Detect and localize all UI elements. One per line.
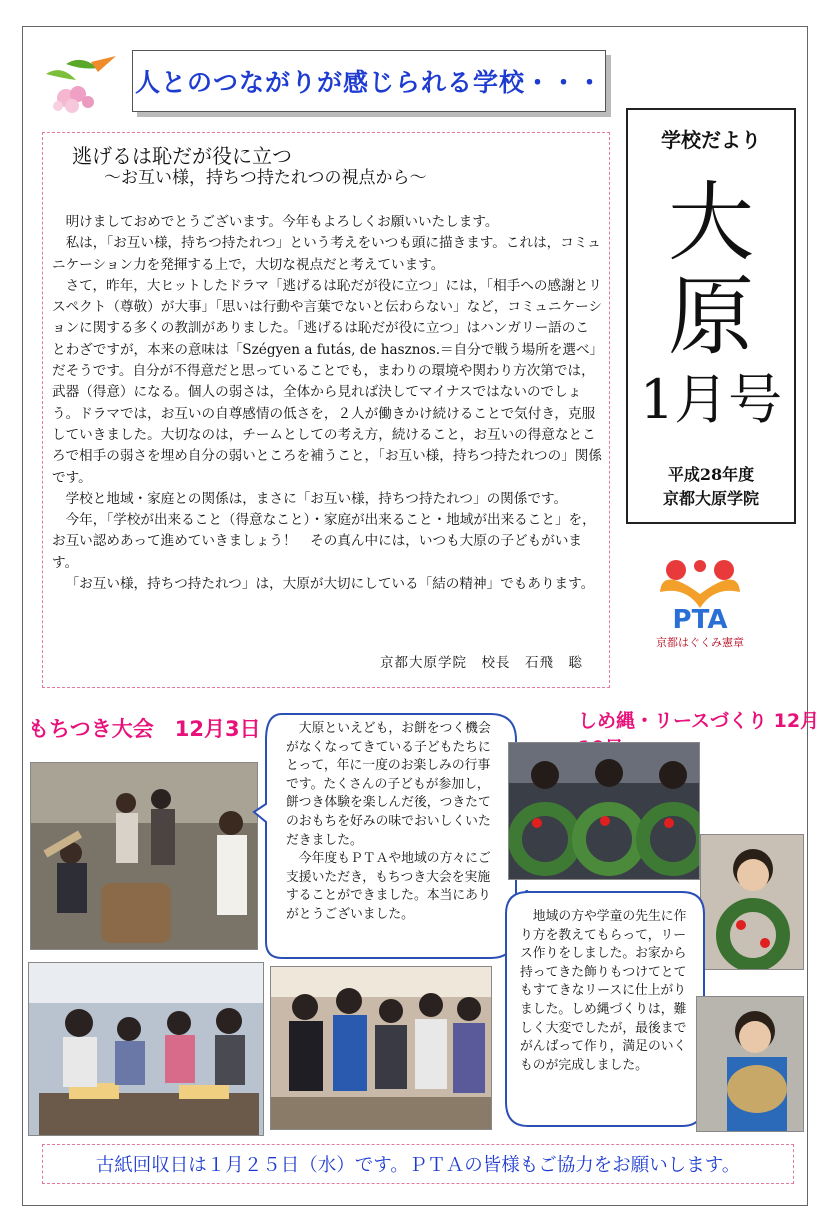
wreath-photo-2	[700, 834, 804, 970]
mochi-photo-1-image	[31, 763, 258, 950]
article-subtitle: ～お互い様，持ちつ持たれつの視点から～	[104, 168, 427, 188]
mochi-photo-1	[30, 762, 258, 950]
wreath-photo-1-image	[509, 743, 700, 880]
footer-notice-box	[42, 1144, 794, 1184]
wreath-photo-2-image	[701, 835, 804, 970]
masthead-year: 平成28年度	[667, 465, 755, 484]
masthead-school: 京都大原学院	[662, 489, 759, 508]
flower-decoration-icon	[36, 54, 122, 116]
pta-logo-letters: PTA	[672, 605, 728, 632]
page-banner: 人とのつながりが感じられる学校・・・	[132, 50, 606, 112]
masthead-char-1: 大	[668, 173, 754, 273]
mochi-bubble-paragraph: 大原といえども，お餅をつく機会がなくなってきている子どもたちにとって，年に一度のお楽しみの行事です。たくさんの子どもが参加し，餅つき体験を楽しんだ後，つきたてのおもちを好みの味でおいしくいただきました。	[286, 721, 491, 848]
mochi-event-title: もちつき大会 12月3日	[28, 717, 261, 741]
masthead-issue: 1月号	[639, 368, 783, 431]
mochi-photo-3	[270, 966, 492, 1130]
article-body	[52, 212, 602, 595]
footer-notice: 古紙回収日は１月２５日（水）です。ＰＴＡの皆様もご協力をお願いします。	[95, 1155, 741, 1176]
article-paragraph: さて，昨年，大ヒットしたドラマ「逃げるは恥だが役に立つ」には，「相手への感謝とリスペクト（尊敬）が大事」「思いは行動や言葉でないと伝わらない」など，コミュニケーションに関する多くの教訓がありました。「逃げるは恥だが役に立つ」はハンガリー語のことわざですが，本来の意味は「Szégyen a futás, de hasznos.＝自分で戦う場所を選べ」だそうです。自分が不得意だと思っていることでも，まわりの環境や関わり方次第では，武器（得意）になる。個人の弱さは，全体から見れば決してマイナスではないのでしょう。ドラマでは，お互いの自尊感情の低さを，２人が働きかけ続けることで気付き，克服していきました。大切なのは，チームとしての考え方，続けること，お互いの得意なところで相手の弱さを埋め自分の弱いところを補うこと，「お互い様，持ちつ持たれつの」関係です。	[52, 277, 602, 486]
mochi-photo-2	[28, 962, 264, 1136]
article-title: 逃げるは恥だが役に立つ	[72, 144, 292, 168]
masthead-char-2: 原	[668, 267, 754, 367]
wreath-photo-3	[696, 996, 804, 1132]
wreath-photo-1	[508, 742, 700, 880]
masthead-label: 学校だより	[661, 128, 761, 152]
mochi-bubble-text	[286, 720, 500, 925]
mochi-bubble-paragraph: 今年度もＰＴＡや地域の方々にご支援いただき，もちつき大会を実施することができました。本当にありがとうございました。	[286, 851, 491, 922]
mochi-photo-3-image	[271, 967, 492, 1130]
article-paragraph: 明けましておめでとうございます。今年もよろしくお願いいたします。	[65, 214, 499, 230]
article-paragraph: 私は，「お互い様，持ちつ持たれつ」という考えをいつも頭に描きます。これは，コミュニケーション力を発揮する上で，大切な視点だと考えています。	[52, 235, 601, 273]
article-signature: 京都大原学院 校長 石飛 聡	[380, 655, 583, 671]
wreath-bubble-text: 地域の方や学童の先生に作り方を教えてもらって，リース作りをしました。お家から持ってきた飾りもつけてとてもすてきなリースに仕上がりました。しめ縄づくりは，難しく大変でしたが，最後までがんばって作り，満足のいくものが完成しました。	[520, 909, 687, 1073]
wreath-event-title: しめ縄・リースづくり 12月	[578, 710, 820, 732]
article-paragraph: 「お互い様，持ちつ持たれつ」は，大原が大切にしている「結の精神」でもあります。	[65, 576, 595, 593]
article-paragraph: 今年，「学校が出来ること（得意なこと）・家庭が出来ること・地域が出来ること」を，お互い認めあって進めていきましょう！ その真ん中には，いつも大原の子どもがいます。	[52, 512, 596, 571]
wreath-photo-3-image	[697, 997, 804, 1132]
pta-logo-icon	[654, 546, 746, 632]
mochi-photo-2-image	[29, 963, 264, 1136]
article-paragraph: 学校と地域・家庭との関係は，まさに「お互い様，持ちつ持たれつ」の関係です。	[65, 490, 568, 507]
logo-caption: 京都はぐくみ憲章	[656, 636, 744, 649]
